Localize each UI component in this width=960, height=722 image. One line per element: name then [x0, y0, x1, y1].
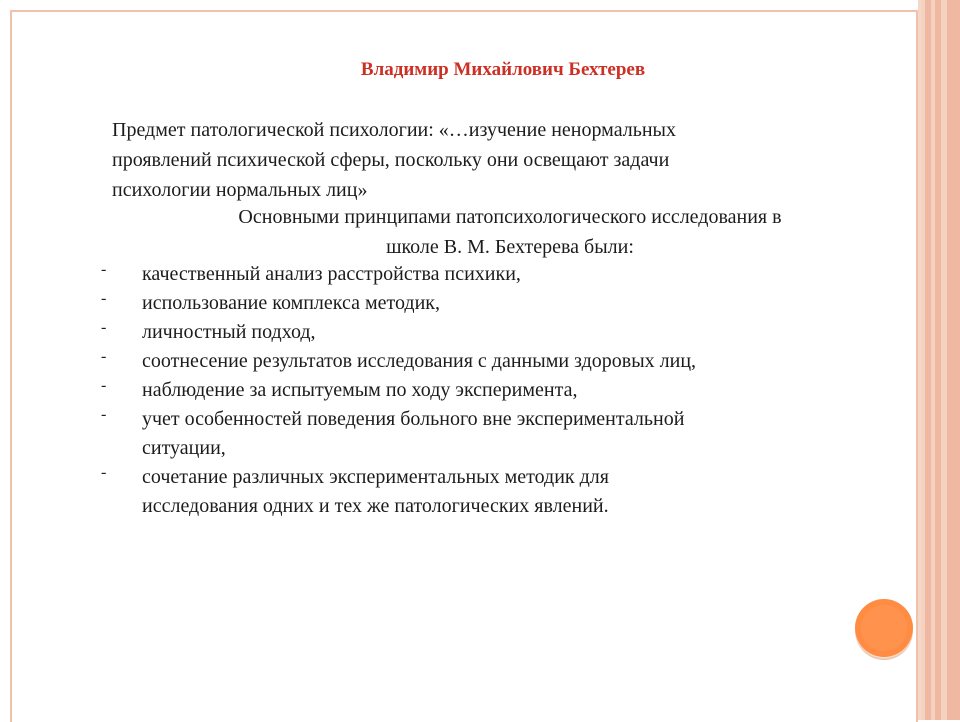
list-item: [101, 289, 901, 318]
bullet-dash-icon: -: [101, 261, 107, 278]
right-stripe-1: [918, 0, 921, 720]
list-item: [101, 376, 901, 405]
intro-line: проявлений психической сферы, поскольку они освещают задачи: [112, 149, 670, 171]
orange-circle-icon: [855, 599, 913, 657]
list-item-text: сочетание различных экспериментальных методик для: [142, 466, 609, 488]
right-stripe-4: [947, 0, 960, 720]
right-stripe-2: [925, 0, 931, 720]
list-item-text: соотнесение результатов исследования с данными здоровых лиц,: [142, 350, 697, 372]
list-item: [101, 318, 901, 347]
list-item-text: использование комплекса методик,: [142, 292, 441, 314]
list-item-text: ситуации,: [142, 437, 226, 459]
bullet-dash-icon: -: [101, 464, 107, 481]
bullet-dash-icon: -: [101, 377, 107, 394]
list-item: [101, 347, 901, 376]
intro-paragraph: [112, 115, 887, 205]
slide-title: Владимир Михайлович Бехтерев: [360, 59, 646, 80]
list-item: [101, 260, 901, 289]
intro-line: психологии нормальных лиц»: [112, 179, 368, 201]
bullet-dash-icon: -: [101, 406, 107, 423]
principles-list: [101, 260, 901, 521]
principles-line: школе В. М. Бехтерева были:: [386, 236, 634, 258]
list-item: [101, 405, 901, 463]
list-item-text: исследования одних и тех же патологических явлений.: [142, 495, 609, 517]
bullet-dash-icon: -: [101, 290, 107, 307]
list-item-text: наблюдение за испытуемым по ходу эксперимента,: [142, 379, 578, 401]
bullet-dash-icon: -: [101, 319, 107, 336]
list-item-text: качественный анализ расстройства психики,: [142, 263, 521, 285]
principles-line: Основными принципами патопсихологического исследования в: [238, 206, 782, 228]
bullet-dash-icon: -: [101, 348, 107, 365]
intro-line: Предмет патологической психологии: «…изучение ненормальных: [112, 119, 676, 141]
list-item-text: личностный подход,: [142, 321, 316, 343]
principles-heading: [140, 202, 880, 262]
list-item: [101, 463, 901, 521]
right-stripe-3: [935, 0, 941, 720]
list-item-text: учет особенностей поведения больного вне экспериментальной: [142, 408, 685, 430]
